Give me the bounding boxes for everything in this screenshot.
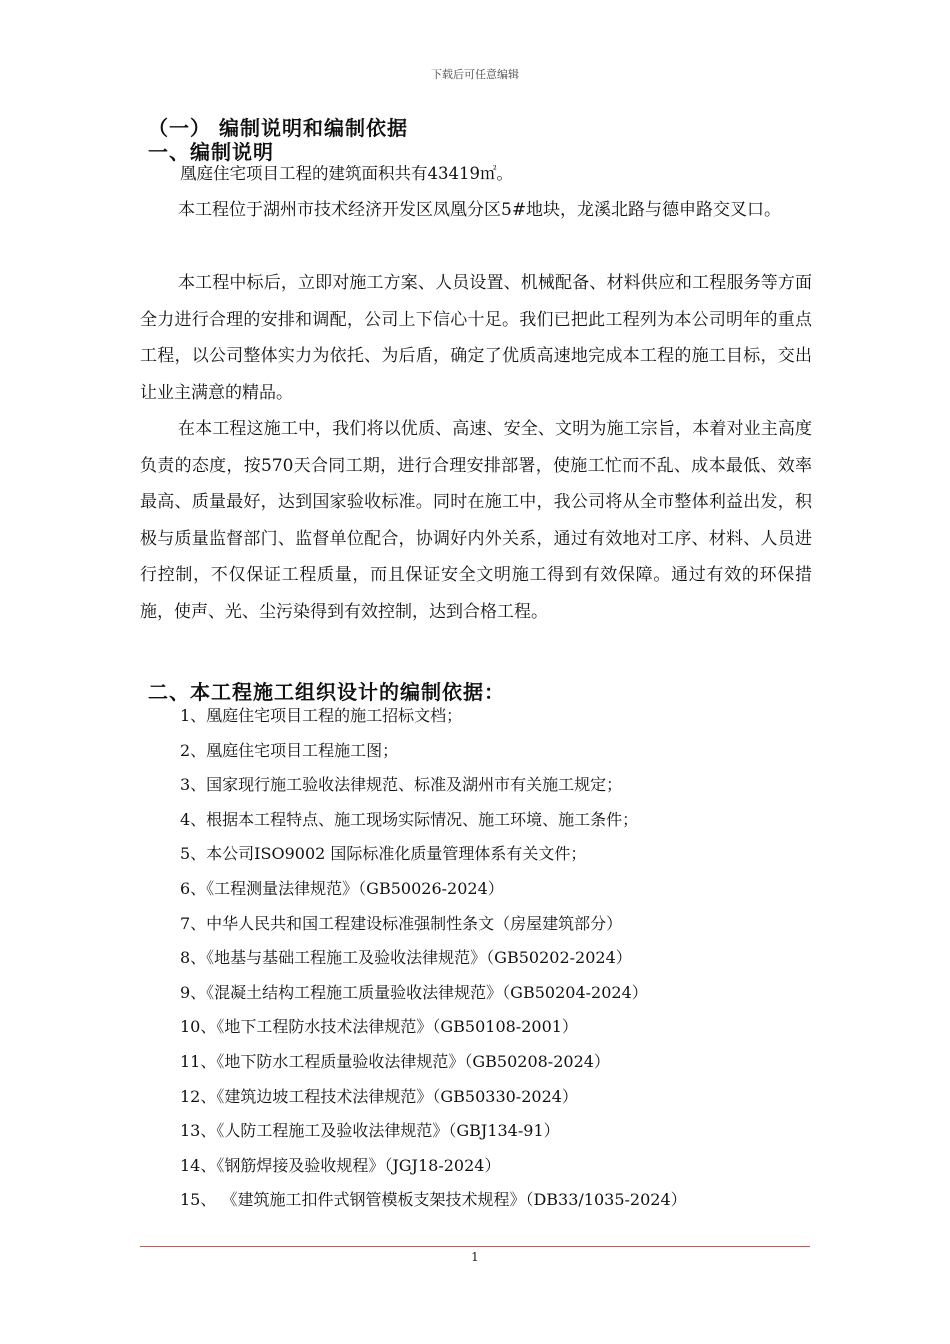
list-item: 13、《人防工程施工及验收法律规范》（GBJ134-91）	[180, 1121, 560, 1141]
list-item: 1、凰庭住宅项目工程的施工招标文档；	[180, 706, 463, 725]
header-note: 下载后可任意编辑	[431, 68, 519, 81]
basis-list	[180, 699, 687, 1218]
footer-rule	[140, 1246, 810, 1247]
subsection-title-1: 一、编制说明	[148, 140, 274, 164]
list-item: 4、根据本工程特点、施工现场实际情况、施工环境、施工条件；	[180, 809, 639, 829]
paragraph-plan: 本工程中标后，立即对施工方案、人员设置、机械配备、材料供应和工程服务等方面全力进行合理的安排和调配，公司上下信心十足。我们已把此工程列为本公司明年的重点工程，以公司整体实力为依托、为后盾，确定了优质高速地完成本工程的施工目标，交出让业主满意的精品。	[140, 273, 812, 403]
subsection-title-2: 二、本工程施工组织设计的编制依据：	[148, 680, 505, 704]
section-title: （一） 编制说明和编制依据	[148, 116, 408, 140]
list-item: 14、《钢筋焊接及验收规程》（JGJ18-2024）	[180, 1155, 501, 1175]
list-item: 7、中华人民共和国工程建设标准强制性条文（房屋建筑部分）	[180, 913, 623, 933]
list-item: 2、凰庭住宅项目工程施工图；	[180, 740, 399, 760]
list-item: 10、《地下工程防水技术法律规范》（GB50108-2001）	[180, 1017, 578, 1037]
list-item: 11、《地下防水工程质量验收法律规范》（GB50208-2024）	[180, 1051, 610, 1071]
list-item: 3、国家现行施工验收法律规范、标准及湖州市有关施工规定；	[180, 775, 623, 795]
intro-line: 凰庭住宅项目工程的建筑面积共有43419㎡。	[180, 164, 513, 183]
page-number: 1	[471, 1250, 479, 1264]
list-item: 12、《建筑边坡工程技术法律规范》（GB50330-2024）	[180, 1086, 578, 1106]
list-item: 9、《混凝土结构工程施工质量验收法律规范》（GB50204-2024）	[180, 982, 648, 1002]
list-item: 15、 《建筑施工扣件式钢管模板支架技术规程》（DB33/1035-2024）	[180, 1190, 687, 1210]
list-item: 6、《工程测量法律规范》（GB50026-2024）	[180, 878, 504, 898]
list-item: 5、本公司ISO9002 国际标准化质量管理体系有关文件；	[180, 844, 587, 864]
list-item: 8、《地基与基础工程施工及验收法律规范》（GB50202-2024）	[180, 948, 632, 968]
paragraph-goals: 在本工程这施工中，我们将以优质、高速、安全、文明为施工宗旨，本着对业主高度负责的态度，按570天合同工期，进行合理安排部署，使施工忙而不乱、成本最低、效率最高、质量最好，达到国家验收标准。同时在施工中，我公司将从全市整体利益出发，积极与质量监督部门、监督单位配合，协调好内外关系，通过有效地对工序、材料、人员进行控制，不仅保证工程质量，而且保证安全文明施工得到有效保障。通过有效的环保措施，使声、光、尘污染得到有效控制，达到合格工程。	[140, 419, 812, 622]
paragraph-location: 本工程位于湖州市技术经济开发区凤凰分区5#地块，龙溪北路与德申路交叉口。	[178, 200, 782, 220]
